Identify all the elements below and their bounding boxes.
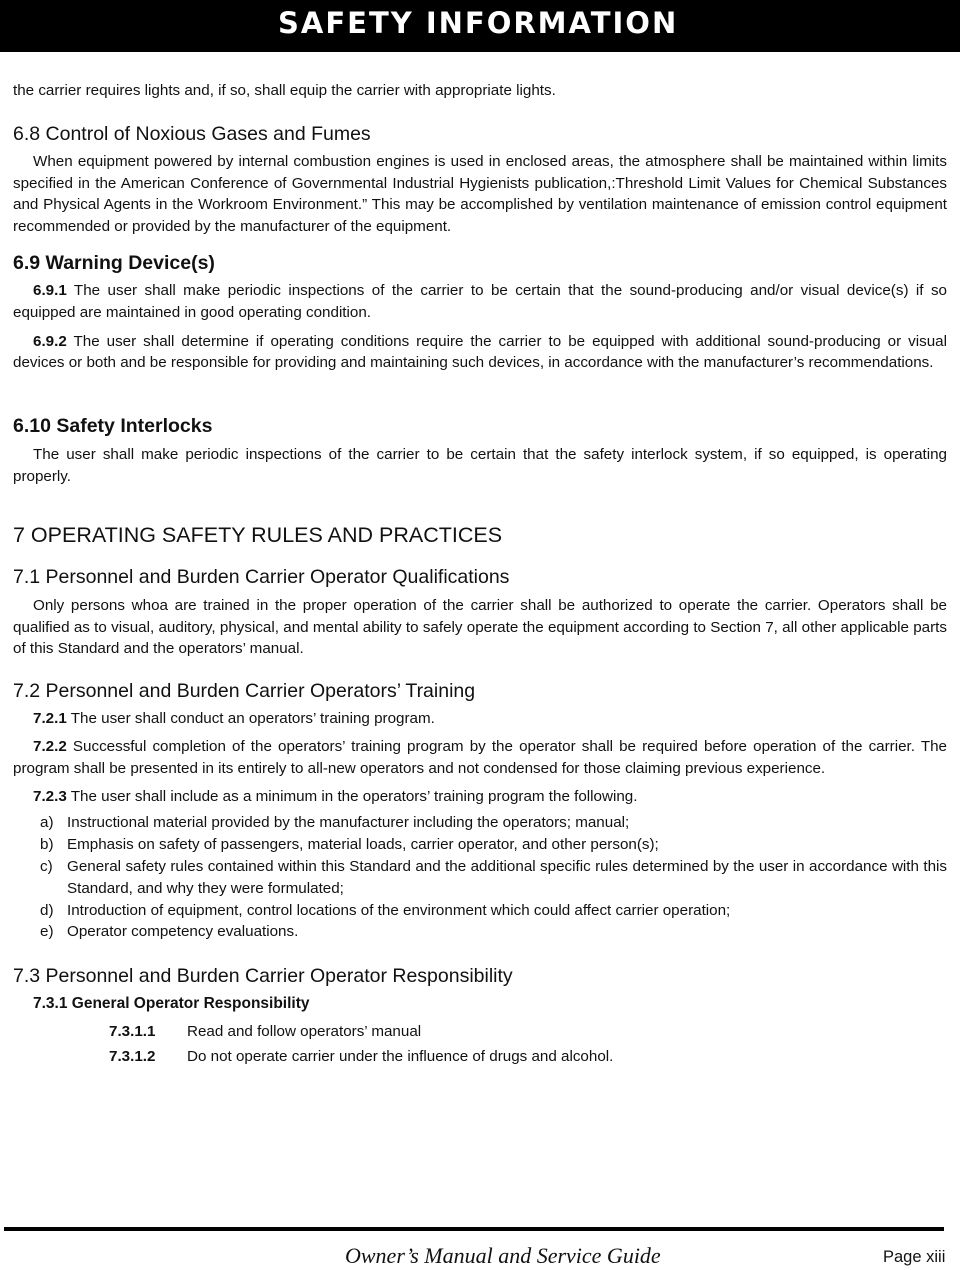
clause-number: 7.2.3: [33, 787, 67, 805]
footer-rule: [4, 1227, 944, 1231]
list-item-letter: b): [40, 836, 54, 854]
heading-7: 7 OPERATING SAFETY RULES AND PRACTICES: [13, 522, 503, 547]
paragraph-7-2-2: [13, 736, 947, 780]
heading-7-1: 7.1 Personnel and Burden Carrier Operator Qualifications: [13, 565, 510, 588]
clause-number: 7.2.2: [33, 737, 67, 755]
paragraph-7-1: Only persons whoa are trained in the proper operation of the carrier shall be authorized to operate the carrier. Operators shall be qualified as to visual, auditory, physical, and mental ability to safely operate the equipment according to Section 7, all other applicable parts of this Standard and the operators’ manual.: [13, 596, 947, 658]
clause-text: The user shall make periodic inspections of the carrier to be certain that the sound-producing and/or visual device(s) if so equipped are maintained in good operating condition.: [13, 281, 947, 321]
list-item-text: Emphasis on safety of passengers, material loads, carrier operator, and other person(s);: [67, 836, 659, 854]
list-item-letter: d): [40, 901, 54, 919]
paragraph-7-2-3: [13, 786, 947, 808]
list-item-letter: a): [40, 814, 54, 832]
list-item-text: Instructional material provided by the manufacturer including the operators; manual;: [67, 814, 630, 832]
heading-6-10: 6.10 Safety Interlocks: [13, 415, 213, 438]
list-item: [13, 921, 947, 943]
responsibility-item: [13, 1022, 947, 1042]
clause-number: 6.9.2: [33, 332, 67, 350]
clause-text: The user shall include as a minimum in the operators’ training program the following.: [66, 787, 638, 805]
list-item: [13, 900, 947, 922]
heading-7-3: 7.3 Personnel and Burden Carrier Operator Responsibility: [13, 965, 513, 988]
document-body: [13, 80, 947, 1067]
item-number: 7.3.1.2: [109, 1048, 156, 1066]
clause-text: Successful completion of the operators’ training program by the operator shall be required before operation of the carrier. The program shall be presented in its entirely to all-new operators and not condensed for those claiming previous experience.: [13, 737, 947, 777]
item-number: 7.3.1.1: [109, 1023, 156, 1041]
list-item: [13, 834, 947, 856]
header-banner: [0, 0, 960, 52]
training-list: [13, 812, 947, 943]
paragraph-6-8: When equipment powered by internal combustion engines is used in enclosed areas, the atmosphere shall be maintained within limits specified in the American Conference of Governmental Industrial Hygienists publication,:Threshold Limit Values for Chemical Substances and Physical Agents in the Workroom Environment.” This may be accomplished by ventilation maintenance of emission control equipment recommended or provided by the manufacturer of the equipment.: [13, 152, 947, 236]
responsibility-list: [13, 1022, 947, 1067]
list-item: [13, 856, 947, 900]
clause-number: 6.9.1: [33, 281, 67, 299]
responsibility-item: [13, 1047, 947, 1067]
footer-manual-title: Owner’s Manual and Service Guide: [345, 1243, 661, 1268]
list-item-letter: e): [40, 923, 54, 941]
list-item-text: Introduction of equipment, control locations of the environment which could affect carrier operation;: [67, 901, 731, 919]
item-text: Do not operate carrier under the influence of drugs and alcohol.: [187, 1048, 614, 1066]
page-header-title: SAFETY INFORMATION: [278, 6, 679, 40]
heading-7-2: 7.2 Personnel and Burden Carrier Operators’ Training: [13, 680, 476, 703]
paragraph-7-2-1: [13, 708, 947, 730]
paragraph-6-9-2: [13, 331, 947, 375]
list-item-letter: c): [40, 857, 53, 875]
continued-paragraph: the carrier requires lights and, if so, shall equip the carrier with appropriate lights.: [13, 82, 556, 99]
clause-text: The user shall determine if operating conditions require the carrier to be equipped with additional sound-producing or visual devices or both and be responsible for providing and maintaining such devices, in accordance with the manufacturer’s recommendations.: [13, 332, 947, 372]
list-item-text: General safety rules contained within this Standard and the additional specific rules determined by the user in accordance with this Standard, and why they were formulated;: [67, 857, 947, 897]
clause-text: The user shall conduct an operators’ training program.: [66, 710, 435, 728]
heading-7-3-1: 7.3.1 General Operator Responsibility: [33, 995, 310, 1013]
list-item: [13, 812, 947, 834]
heading-6-9: 6.9 Warning Device(s): [13, 251, 215, 274]
list-item-text: Operator competency evaluations.: [67, 923, 299, 941]
paragraph-6-10: The user shall make periodic inspections of the carrier to be certain that the safety interlock system, if so equipped, is operating properly.: [13, 446, 947, 485]
item-text: Read and follow operators’ manual: [187, 1023, 422, 1041]
page-number: Page xiii: [883, 1248, 946, 1266]
clause-number: 7.2.1: [33, 710, 67, 728]
paragraph-6-9-1: [13, 280, 947, 324]
heading-6-8: 6.8 Control of Noxious Gases and Fumes: [13, 122, 371, 145]
